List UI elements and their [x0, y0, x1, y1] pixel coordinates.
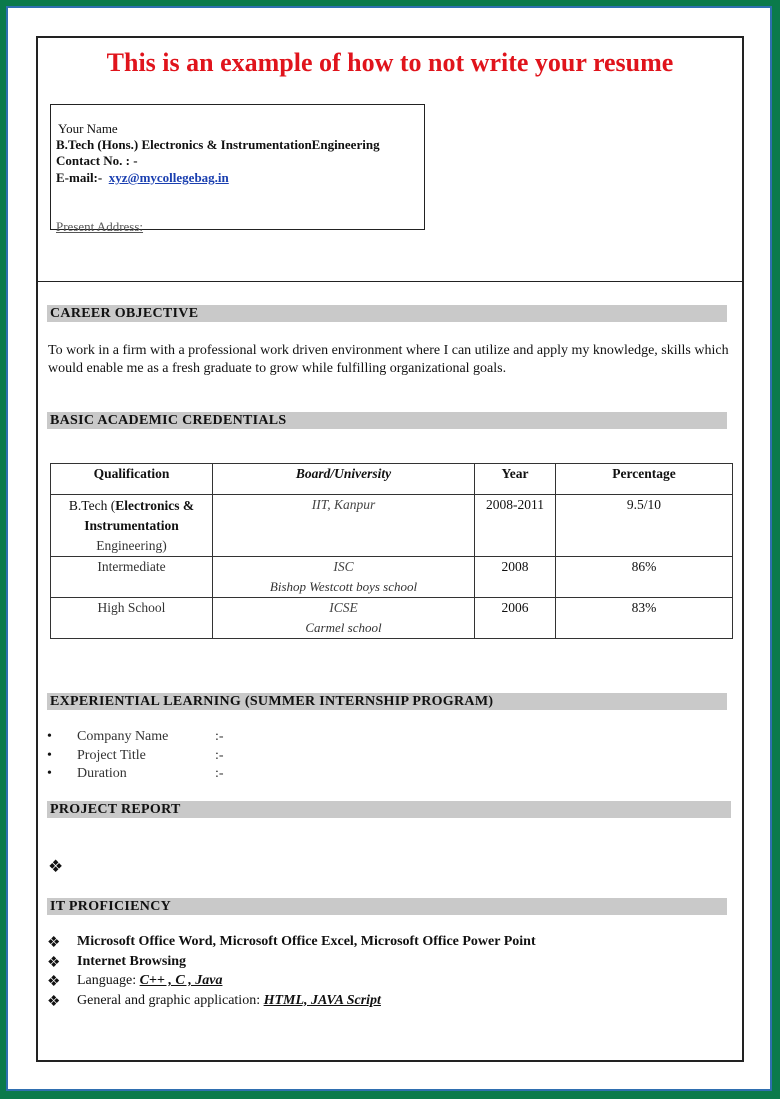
- col-percentage: Percentage: [556, 464, 733, 495]
- col-year: Year: [475, 464, 556, 495]
- qualification-cell: High School: [51, 598, 213, 639]
- section-academic: BASIC ACADEMIC CREDENTIALS: [47, 412, 727, 429]
- qualification-cell: Intermediate: [51, 557, 213, 598]
- contact-email: [56, 170, 229, 186]
- board-school: Carmel school: [305, 620, 382, 635]
- col-qualification: Qualification: [51, 464, 213, 495]
- board-cell: IIT, Kanpur: [213, 495, 475, 557]
- bullet-icon: •: [47, 766, 52, 781]
- section-project-report: PROJECT REPORT: [47, 801, 731, 818]
- graphic-value: HTML, JAVA Script: [263, 992, 381, 1008]
- contact-name: Your Name: [58, 121, 118, 136]
- item-label: Company Name: [77, 729, 169, 744]
- diamond-bullet-icon: ❖: [47, 954, 61, 971]
- percentage-cell: 86%: [556, 557, 733, 598]
- contact-degree: B.Tech (Hons.) Electronics & InstrumentationEngineering: [56, 137, 380, 152]
- col-board: Board/University: [213, 464, 475, 495]
- present-address: Present Address:: [56, 219, 144, 234]
- board-name: ICSE: [329, 600, 358, 615]
- percentage-cell: 9.5/10: [556, 495, 733, 557]
- it-office: Microsoft Office Word, Microsoft Office Excel, Microsoft Office Power Point: [77, 934, 536, 949]
- section-it-proficiency: IT PROFICIENCY: [47, 898, 727, 915]
- language-value: C++ , C , Java: [139, 973, 223, 988]
- page-title: This is an example of how to not write your resume: [106, 48, 674, 77]
- diamond-bullet-icon: ❖: [48, 857, 64, 876]
- item-separator: :-: [215, 729, 224, 744]
- table-row: [51, 557, 733, 598]
- it-graphic: [77, 993, 381, 1009]
- header-divider: [38, 281, 742, 282]
- diamond-bullet-icon: ❖: [47, 935, 61, 951]
- item-separator: :-: [215, 747, 224, 763]
- qualification-cell: [51, 495, 213, 557]
- table-row: [51, 598, 733, 639]
- bullet-icon: •: [47, 747, 52, 763]
- diamond-bullet-icon: ❖: [47, 974, 61, 990]
- section-internship: EXPERIENTIAL LEARNING (SUMMER INTERNSHIP PROGRAM): [47, 693, 727, 710]
- board-cell: [213, 598, 475, 639]
- qual-bold: Electronics & Instrumentation: [84, 498, 195, 533]
- year-cell: 2008-2011: [475, 495, 556, 557]
- section-career-objective: CAREER OBJECTIVE: [47, 305, 727, 322]
- qual-suffix: Engineering): [96, 538, 167, 553]
- item-label: Project Title: [77, 747, 146, 763]
- year-cell: 2008: [475, 557, 556, 598]
- it-language: [77, 973, 222, 989]
- qual-prefix: B.Tech (: [68, 498, 116, 513]
- contact-box: [50, 104, 425, 234]
- academic-table: [50, 463, 733, 639]
- item-separator: :-: [215, 766, 224, 781]
- email-link[interactable]: xyz@mycollegebag.in: [108, 170, 229, 185]
- item-label: Duration: [77, 766, 127, 781]
- board-name: ISC: [333, 559, 354, 574]
- board-school: Bishop Westcott boys school: [269, 579, 418, 594]
- diamond-bullet-icon: ❖: [47, 993, 61, 1010]
- table-header-row: [51, 464, 733, 495]
- year-cell: 2006: [475, 598, 556, 639]
- bullet-icon: •: [47, 729, 52, 744]
- resume-page: [36, 36, 744, 1062]
- contact-phone: Contact No. : -: [56, 153, 138, 168]
- language-label: Language:: [77, 973, 140, 988]
- percentage-cell: 83%: [556, 598, 733, 639]
- graphic-label: General and graphic application:: [77, 992, 264, 1008]
- it-internet: Internet Browsing: [77, 953, 187, 969]
- email-label: E-mail:-: [56, 170, 103, 185]
- table-row: [51, 495, 733, 557]
- board-cell: [213, 557, 475, 598]
- career-objective-text: To work in a firm with a professional work driven environment where I can utilize and apply my knowledge, skills which would enable me as a fresh graduate to grow while fulfilling organizational goals.: [48, 343, 729, 376]
